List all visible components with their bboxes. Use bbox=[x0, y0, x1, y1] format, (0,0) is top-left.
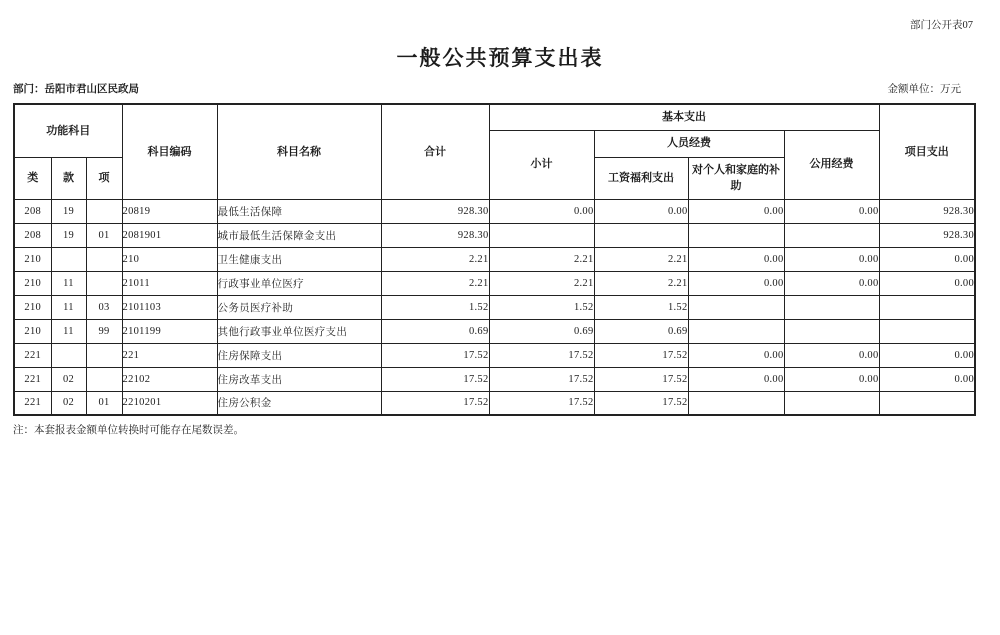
cell-wage-welfare bbox=[594, 223, 688, 247]
cell-total: 928.30 bbox=[381, 199, 489, 223]
cell-public-funds: 0.00 bbox=[784, 247, 879, 271]
cell-project-expenditure: 0.00 bbox=[879, 367, 975, 391]
header-subject-code: 科目编码 bbox=[122, 104, 217, 199]
cell-project-expenditure: 0.00 bbox=[879, 343, 975, 367]
cell-total: 17.52 bbox=[381, 367, 489, 391]
cell-total: 2.21 bbox=[381, 247, 489, 271]
cell-public-funds: 0.00 bbox=[784, 199, 879, 223]
cell-subject-code: 221 bbox=[122, 343, 217, 367]
table-body bbox=[14, 199, 975, 415]
cell-public-funds: 0.00 bbox=[784, 271, 879, 295]
table-row bbox=[14, 391, 975, 415]
footnote: 注：本套报表金额单位转换时可能存在尾数误差。 bbox=[13, 425, 244, 436]
cell-wage-welfare: 17.52 bbox=[594, 367, 688, 391]
cell-section: 19 bbox=[51, 223, 86, 247]
cell-project-expenditure: 0.00 bbox=[879, 247, 975, 271]
cell-subtotal: 0.69 bbox=[489, 319, 594, 343]
header-personnel-funds: 人员经费 bbox=[594, 130, 784, 157]
table-row bbox=[14, 319, 975, 343]
cell-wage-welfare: 1.52 bbox=[594, 295, 688, 319]
cell-public-funds: 0.00 bbox=[784, 367, 879, 391]
cell-public-funds bbox=[784, 295, 879, 319]
cell-total: 928.30 bbox=[381, 223, 489, 247]
cell-item: 01 bbox=[86, 223, 122, 247]
cell-subtotal bbox=[489, 223, 594, 247]
cell-section: 11 bbox=[51, 319, 86, 343]
cell-class: 210 bbox=[14, 295, 51, 319]
cell-subtotal: 2.21 bbox=[489, 271, 594, 295]
cell-subtotal: 2.21 bbox=[489, 247, 594, 271]
cell-item bbox=[86, 367, 122, 391]
cell-public-funds bbox=[784, 391, 879, 415]
meta-row bbox=[13, 81, 961, 96]
cell-wage-welfare: 0.69 bbox=[594, 319, 688, 343]
cell-subject-name: 行政事业单位医疗 bbox=[217, 271, 381, 295]
cell-total: 2.21 bbox=[381, 271, 489, 295]
table-row bbox=[14, 343, 975, 367]
header-project-expenditure: 项目支出 bbox=[879, 104, 975, 199]
cell-wage-welfare: 2.21 bbox=[594, 247, 688, 271]
form-number: 部门公开表07 bbox=[910, 20, 973, 31]
header-basic-expenditure: 基本支出 bbox=[489, 104, 879, 130]
cell-subject-name: 其他行政事业单位医疗支出 bbox=[217, 319, 381, 343]
cell-total: 0.69 bbox=[381, 319, 489, 343]
cell-item bbox=[86, 343, 122, 367]
cell-wage-welfare: 2.21 bbox=[594, 271, 688, 295]
cell-subject-name: 住房改革支出 bbox=[217, 367, 381, 391]
cell-project-expenditure bbox=[879, 319, 975, 343]
cell-class: 210 bbox=[14, 247, 51, 271]
cell-individual-family-subsidy bbox=[688, 295, 784, 319]
cell-subject-name: 卫生健康支出 bbox=[217, 247, 381, 271]
table-row bbox=[14, 247, 975, 271]
header-subtotal: 小计 bbox=[489, 130, 594, 199]
cell-section bbox=[51, 247, 86, 271]
cell-project-expenditure: 0.00 bbox=[879, 271, 975, 295]
cell-class: 221 bbox=[14, 343, 51, 367]
header-class: 类 bbox=[14, 157, 51, 199]
header-section: 款 bbox=[51, 157, 86, 199]
expenditure-table bbox=[13, 103, 976, 416]
cell-total: 1.52 bbox=[381, 295, 489, 319]
cell-public-funds bbox=[784, 223, 879, 247]
cell-section: 11 bbox=[51, 271, 86, 295]
header-individual-family-subsidy: 对个人和家庭的补助 bbox=[688, 157, 784, 199]
cell-individual-family-subsidy bbox=[688, 223, 784, 247]
cell-subject-code: 2101103 bbox=[122, 295, 217, 319]
header-public-funds: 公用经费 bbox=[784, 130, 879, 199]
cell-individual-family-subsidy: 0.00 bbox=[688, 199, 784, 223]
cell-subject-code: 2081901 bbox=[122, 223, 217, 247]
cell-section: 19 bbox=[51, 199, 86, 223]
cell-wage-welfare: 17.52 bbox=[594, 343, 688, 367]
cell-item bbox=[86, 247, 122, 271]
table-row bbox=[14, 271, 975, 295]
cell-subtotal: 17.52 bbox=[489, 367, 594, 391]
cell-item: 01 bbox=[86, 391, 122, 415]
cell-subject-code: 22102 bbox=[122, 367, 217, 391]
cell-class: 210 bbox=[14, 319, 51, 343]
table-row bbox=[14, 295, 975, 319]
cell-subject-name: 城市最低生活保障金支出 bbox=[217, 223, 381, 247]
header-subject-name: 科目名称 bbox=[217, 104, 381, 199]
cell-individual-family-subsidy bbox=[688, 319, 784, 343]
cell-individual-family-subsidy bbox=[688, 391, 784, 415]
cell-individual-family-subsidy: 0.00 bbox=[688, 247, 784, 271]
cell-class: 210 bbox=[14, 271, 51, 295]
cell-subtotal: 1.52 bbox=[489, 295, 594, 319]
cell-project-expenditure: 928.30 bbox=[879, 199, 975, 223]
header-total: 合计 bbox=[381, 104, 489, 199]
cell-subject-code: 210 bbox=[122, 247, 217, 271]
cell-wage-welfare: 17.52 bbox=[594, 391, 688, 415]
cell-subtotal: 0.00 bbox=[489, 199, 594, 223]
table-row bbox=[14, 367, 975, 391]
header-item: 项 bbox=[86, 157, 122, 199]
cell-subject-name: 公务员医疗补助 bbox=[217, 295, 381, 319]
cell-total: 17.52 bbox=[381, 343, 489, 367]
cell-section bbox=[51, 343, 86, 367]
cell-subject-code: 2101199 bbox=[122, 319, 217, 343]
cell-public-funds: 0.00 bbox=[784, 343, 879, 367]
cell-section: 02 bbox=[51, 367, 86, 391]
cell-item: 99 bbox=[86, 319, 122, 343]
cell-project-expenditure bbox=[879, 391, 975, 415]
cell-class: 208 bbox=[14, 199, 51, 223]
cell-class: 208 bbox=[14, 223, 51, 247]
cell-project-expenditure: 928.30 bbox=[879, 223, 975, 247]
cell-public-funds bbox=[784, 319, 879, 343]
cell-class: 221 bbox=[14, 367, 51, 391]
cell-subject-name: 住房保障支出 bbox=[217, 343, 381, 367]
cell-wage-welfare: 0.00 bbox=[594, 199, 688, 223]
table-row bbox=[14, 223, 975, 247]
cell-item bbox=[86, 199, 122, 223]
cell-item bbox=[86, 271, 122, 295]
header-wage-welfare: 工资福利支出 bbox=[594, 157, 688, 199]
cell-individual-family-subsidy: 0.00 bbox=[688, 271, 784, 295]
cell-total: 17.52 bbox=[381, 391, 489, 415]
page-title: 一般公共预算支出表 bbox=[396, 47, 604, 70]
cell-subtotal: 17.52 bbox=[489, 343, 594, 367]
cell-subject-code: 21011 bbox=[122, 271, 217, 295]
cell-subject-name: 最低生活保障 bbox=[217, 199, 381, 223]
cell-section: 02 bbox=[51, 391, 86, 415]
cell-project-expenditure bbox=[879, 295, 975, 319]
cell-section: 11 bbox=[51, 295, 86, 319]
table-row bbox=[14, 199, 975, 223]
cell-subject-code: 2210201 bbox=[122, 391, 217, 415]
cell-individual-family-subsidy: 0.00 bbox=[688, 367, 784, 391]
amount-unit-label: 金额单位：万元 bbox=[887, 84, 961, 95]
cell-individual-family-subsidy: 0.00 bbox=[688, 343, 784, 367]
cell-subject-name: 住房公积金 bbox=[217, 391, 381, 415]
cell-subtotal: 17.52 bbox=[489, 391, 594, 415]
header-functional-subject: 功能科目 bbox=[14, 104, 122, 157]
cell-class: 221 bbox=[14, 391, 51, 415]
department-label: 部门：岳阳市君山区民政局 bbox=[13, 83, 139, 95]
cell-item: 03 bbox=[86, 295, 122, 319]
cell-subject-code: 20819 bbox=[122, 199, 217, 223]
